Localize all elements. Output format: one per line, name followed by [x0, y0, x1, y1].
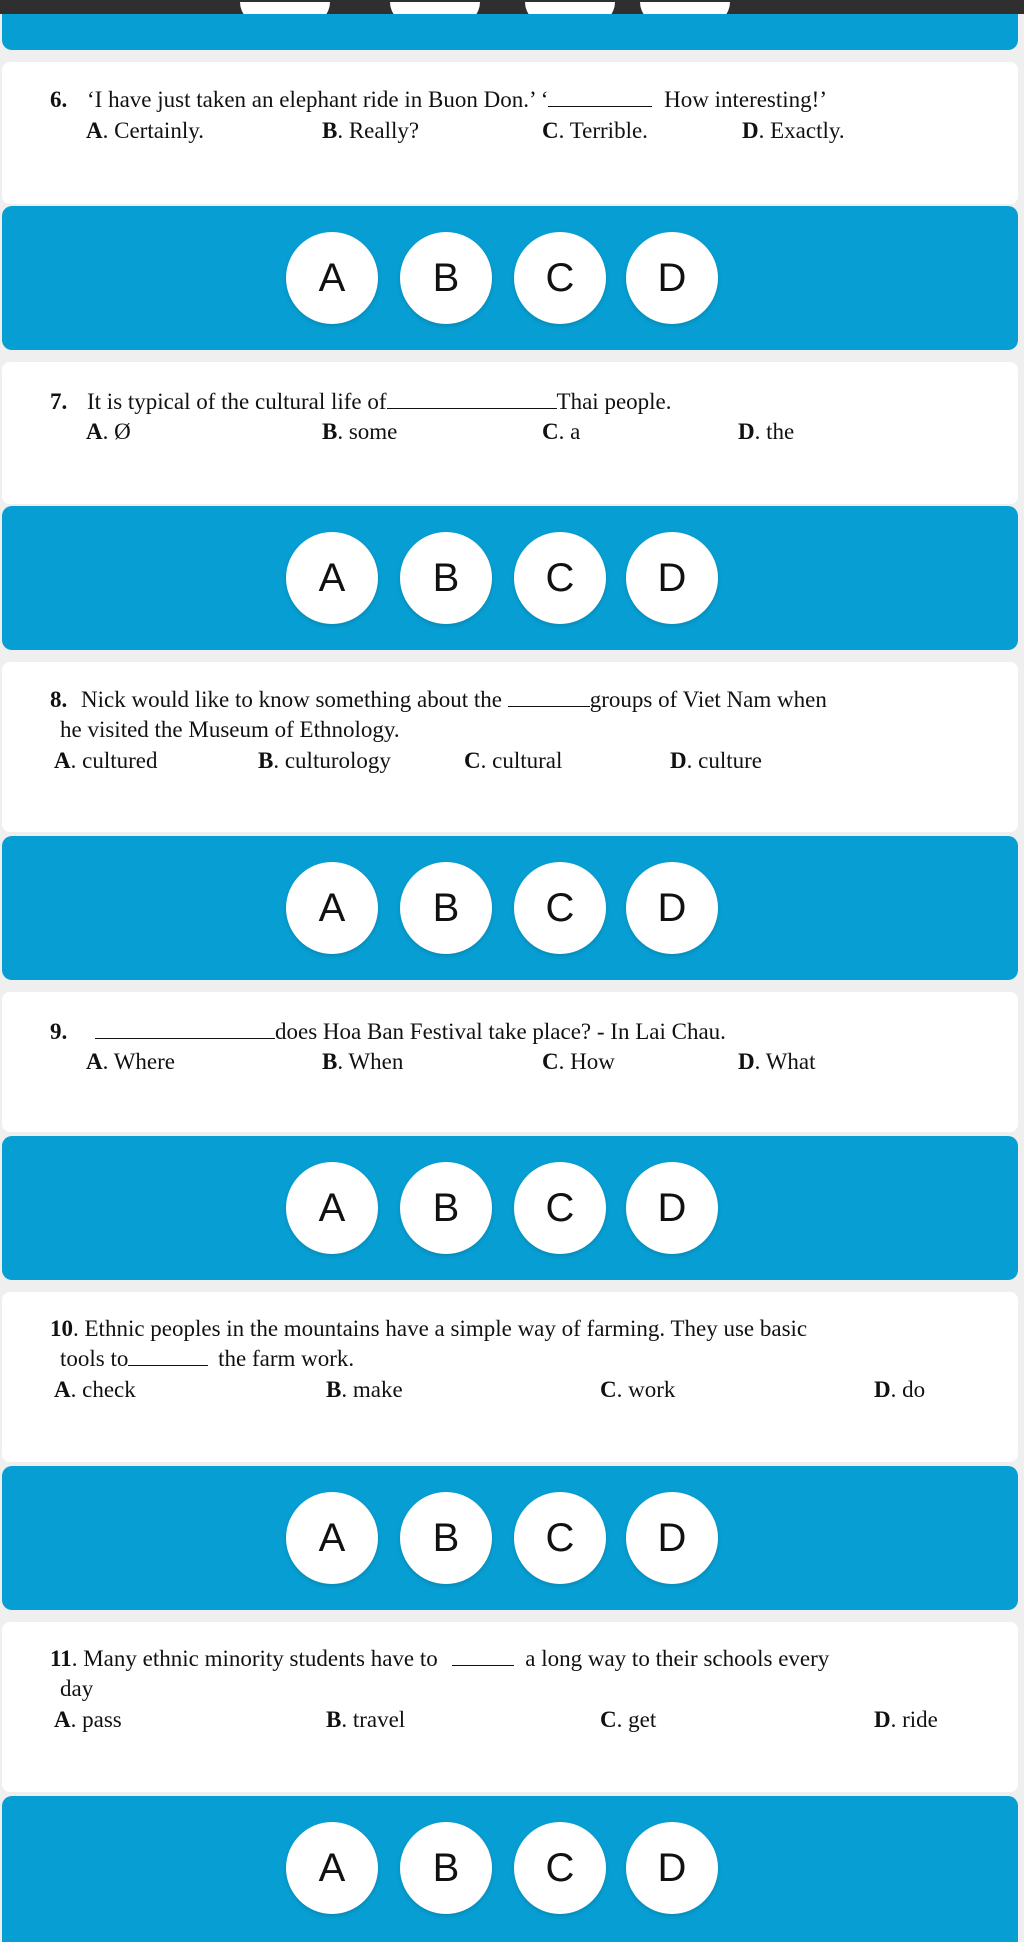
choice-b-button[interactable]: B [400, 1492, 492, 1584]
choice-b-button[interactable]: B [400, 1822, 492, 1914]
choice-c-button[interactable]: C [514, 1162, 606, 1254]
answer-band [2, 506, 1018, 650]
option-a: A. Where [86, 1049, 175, 1074]
answer-blank [452, 1647, 514, 1666]
choice-d-button[interactable]: D [626, 1822, 718, 1914]
option-c: C. Terrible. [542, 118, 648, 143]
option-d: D. culture [670, 748, 762, 773]
question-card [2, 992, 1018, 1132]
answer-band-previous [2, 14, 1018, 50]
option-a: A. cultured [54, 748, 158, 773]
answer-blank [128, 1347, 208, 1366]
choice-b-button[interactable]: B [400, 232, 492, 324]
question-stem-line2: tools to the farm work. [60, 1346, 355, 1371]
question-card [2, 1292, 1018, 1462]
answer-band [2, 1466, 1018, 1610]
option-c: C. get [600, 1707, 657, 1732]
answer-blank [387, 390, 557, 409]
question-stem-line2: he visited the Museum of Ethnology. [60, 717, 400, 742]
question-stem: 7. It is typical of the cultural life of Thai people. [50, 389, 672, 414]
choice-a-button[interactable]: A [286, 532, 378, 624]
answer-blank [508, 688, 590, 707]
option-b: B. culturology [258, 748, 391, 773]
choice-a-button[interactable]: A [286, 862, 378, 954]
question-stem: 11. Many ethnic minority students have to a long way to their schools every [50, 1646, 830, 1671]
question-stem-line2: day [60, 1676, 94, 1701]
choice-d-button[interactable]: D [626, 862, 718, 954]
option-a: A. Ø [86, 419, 131, 444]
choice-a-button[interactable]: A [286, 1492, 378, 1584]
answer-band [2, 206, 1018, 350]
option-a: A. pass [54, 1707, 122, 1732]
question-card [2, 62, 1018, 204]
option-d: D. the [738, 419, 795, 444]
answer-blank [548, 88, 652, 107]
choice-d-button[interactable]: D [626, 232, 718, 324]
option-a: A. check [54, 1377, 136, 1402]
choice-a-button[interactable]: A [286, 232, 378, 324]
choice-a-button[interactable]: A [286, 1162, 378, 1254]
option-b: B. travel [326, 1707, 406, 1732]
status-bar [0, 0, 1024, 14]
choice-b-button[interactable]: B [400, 862, 492, 954]
option-a: A. Certainly. [86, 118, 204, 143]
option-c: C. a [542, 419, 581, 444]
option-d: D. Exactly. [742, 118, 845, 143]
question-stem: 10. Ethnic peoples in the mountains have a simple way of farming. They use basic [50, 1316, 808, 1341]
choice-a-button[interactable]: A [286, 1822, 378, 1914]
choice-c-button[interactable]: C [514, 532, 606, 624]
option-b: B. make [326, 1377, 403, 1402]
choice-c-button[interactable]: C [514, 1822, 606, 1914]
answer-band [2, 1796, 1018, 1942]
choice-b-button[interactable]: B [400, 1162, 492, 1254]
option-c: C. cultural [464, 748, 563, 773]
answer-blank [95, 1020, 275, 1039]
option-d: D. What [738, 1049, 816, 1074]
option-c: C. work [600, 1377, 676, 1402]
option-d: D. ride [874, 1707, 938, 1732]
question-card [2, 362, 1018, 504]
choice-d-button[interactable]: D [626, 1162, 718, 1254]
choice-d-button[interactable]: D [626, 1492, 718, 1584]
option-b: B. When [322, 1049, 404, 1074]
choice-c-button[interactable]: C [514, 862, 606, 954]
choice-b-button[interactable]: B [400, 532, 492, 624]
option-b: B. some [322, 419, 398, 444]
option-d: D. do [874, 1377, 926, 1402]
option-c: C. How [542, 1049, 615, 1074]
question-stem: 9. does Hoa Ban Festival take place? - In Lai Chau. [50, 1019, 726, 1044]
answer-band [2, 1136, 1018, 1280]
option-b: B. Really? [322, 118, 420, 143]
question-stem: 6. ‘I have just taken an elephant ride in Buon Don.’ ‘ How interesting!’ [50, 87, 827, 112]
question-stem: 8. Nick would like to know something about the groups of Viet Nam when [50, 687, 827, 712]
choice-c-button[interactable]: C [514, 1492, 606, 1584]
choice-d-button[interactable]: D [626, 532, 718, 624]
question-card [2, 1622, 1018, 1792]
choice-c-button[interactable]: C [514, 232, 606, 324]
question-card [2, 662, 1018, 832]
answer-band [2, 836, 1018, 980]
